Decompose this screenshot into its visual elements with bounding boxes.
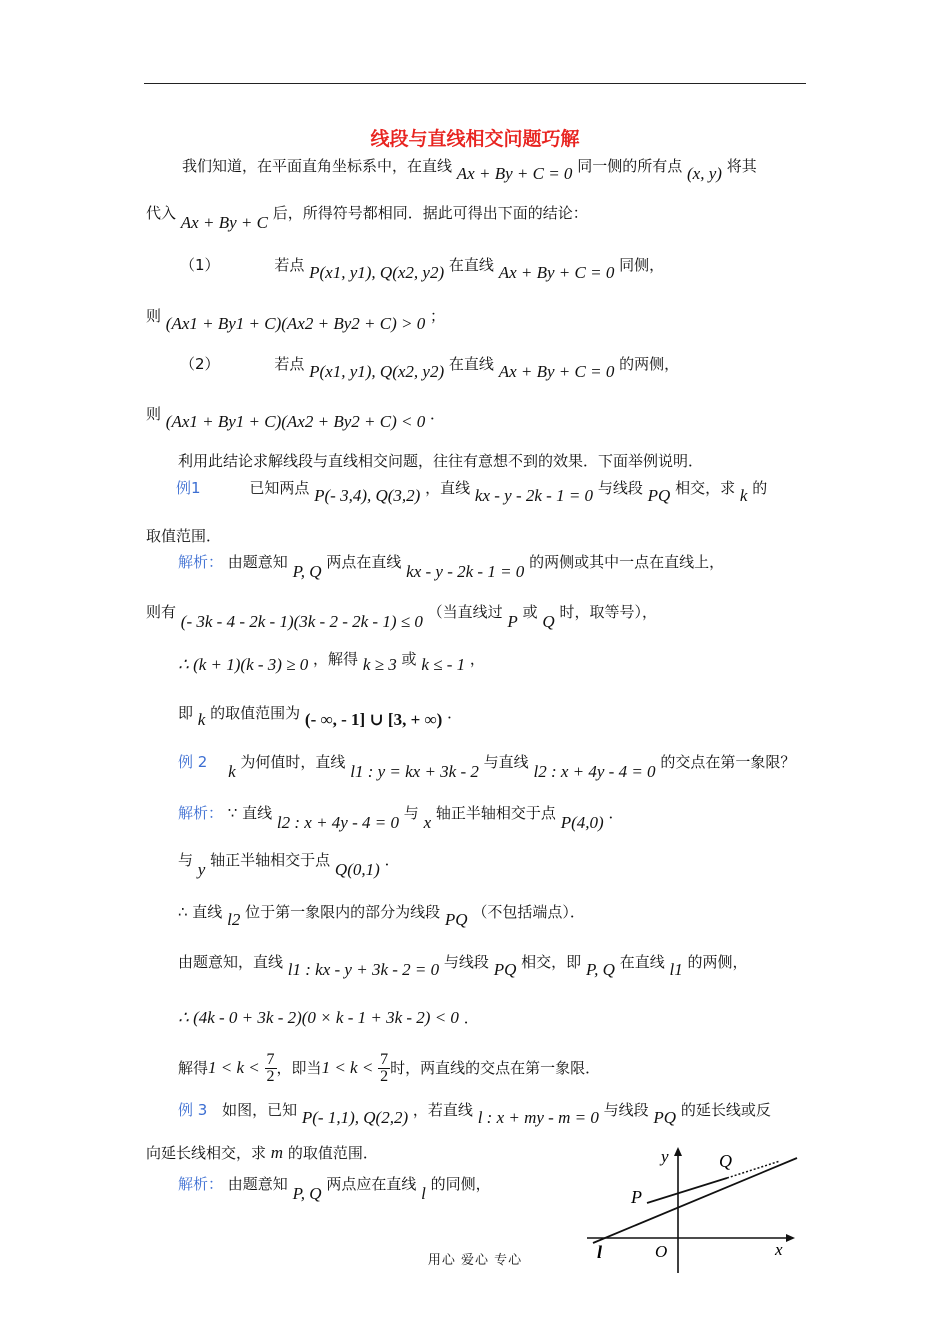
rule1-line xyxy=(180,255,665,282)
math-var: l xyxy=(421,1184,426,1203)
math-var: k xyxy=(739,486,748,505)
text: ． xyxy=(429,405,445,423)
fraction xyxy=(265,1052,277,1085)
text: 则 xyxy=(146,307,162,325)
rule-number: （2） xyxy=(180,355,220,373)
ex2-solution-3 xyxy=(178,902,585,929)
text: ∴ 直线 xyxy=(178,903,223,921)
math-expr: Ax + By + C xyxy=(180,213,268,232)
math-seg: PQ xyxy=(493,960,517,979)
label-l: l xyxy=(597,1242,603,1262)
text: 后，所得符号都相同．据此可得出下面的结论： xyxy=(272,204,588,222)
solution-label: 解析： xyxy=(178,553,224,571)
fraction-numerator: 7 xyxy=(266,1051,275,1068)
text: 相交，求 xyxy=(675,479,736,497)
page-footer: 用心 爱心 专心 xyxy=(427,1253,523,1268)
text: 与 xyxy=(178,851,194,869)
text: 的两侧或其中一点在直线上， xyxy=(529,553,725,571)
ex2-solution-1 xyxy=(178,803,624,832)
text: 与 xyxy=(403,804,419,822)
math-point: P(4,0) xyxy=(560,813,604,832)
math-line-eq: l1 : kx - y + 3k - 2 = 0 xyxy=(287,960,440,979)
text: 或 xyxy=(401,650,417,668)
text: （当直线过 xyxy=(427,603,503,621)
math-inequality: ∴ (4k - 0 + 3k - 2)(0 × k - 1 + 3k - 2) < 0 xyxy=(178,1008,459,1027)
label-p: P xyxy=(631,1187,642,1207)
ex3-statement xyxy=(178,1100,771,1127)
text: 两点应在直线 xyxy=(326,1175,417,1193)
fraction-denominator: 2 xyxy=(380,1068,389,1085)
math-inequality: 1 < k < xyxy=(321,1058,374,1077)
text: ，即当 xyxy=(276,1059,322,1077)
text: 由题意知，直线 xyxy=(178,953,284,971)
rule2-conclusion xyxy=(146,404,445,431)
text: 与线段 xyxy=(597,479,643,497)
rule1-conclusion xyxy=(146,306,445,333)
math-points: P, Q xyxy=(292,1184,322,1203)
text: 与线段 xyxy=(603,1101,649,1119)
math-seg: PQ xyxy=(444,910,468,929)
intro-line-2 xyxy=(146,203,588,232)
ex1-statement xyxy=(176,478,768,505)
math-points: P(x1, y1), Q(x2, y2) xyxy=(309,263,445,282)
ex1-solution-2 xyxy=(146,602,657,631)
text: 同一侧的所有点 xyxy=(577,157,683,175)
text: ； xyxy=(429,307,445,325)
usage-line: 利用此结论求解线段与直线相交问题，往往有意想不到的效果．下面举例说明． xyxy=(178,452,704,470)
math-points: P(- 3,4), Q(3,2) xyxy=(314,486,421,505)
math-line-eq: l1 : y = kx + 3k - 2 xyxy=(350,762,479,781)
text: 的两侧， xyxy=(619,355,680,373)
label-x: x xyxy=(775,1240,783,1259)
text: 轴正半轴相交于点 xyxy=(435,804,556,822)
math-var: y xyxy=(197,860,206,879)
segment-pq xyxy=(647,1178,727,1203)
ex3-statement-2 xyxy=(146,1143,378,1163)
rule2-line xyxy=(180,354,680,381)
text: 若点 xyxy=(274,256,305,274)
text: 即 xyxy=(178,704,194,722)
text: 向延长线相交，求 xyxy=(146,1144,267,1162)
text: 已知两点 xyxy=(249,479,310,497)
label-q: Q xyxy=(719,1151,732,1171)
math-var: k xyxy=(197,710,206,729)
solution-label: 解析： xyxy=(178,804,224,822)
text: 我们知道，在平面直角坐标系中，在直线 xyxy=(182,157,453,175)
math-inequality: k ≥ 3 xyxy=(362,655,397,674)
text: ． xyxy=(447,704,463,722)
text: ． xyxy=(463,1009,479,1027)
math-inequality: ∴ (k + 1)(k - 3) ≥ 0 xyxy=(178,655,309,674)
text: 代入 xyxy=(146,204,177,222)
text: 时，两直线的交点在第一象限． xyxy=(390,1059,601,1077)
text: 的取值范围为 xyxy=(210,704,301,722)
text: 在直线 xyxy=(619,953,665,971)
fraction xyxy=(378,1052,390,1085)
ex2-solution-6 xyxy=(178,1048,600,1088)
math-line-eq: Ax + By + C = 0 xyxy=(498,362,615,381)
text: 同侧， xyxy=(619,256,665,274)
text: 解得 xyxy=(178,1059,209,1077)
text: ． xyxy=(608,804,624,822)
math-var: l1 xyxy=(669,960,683,979)
math-range: (- ∞, - 1] ∪ [3, + ∞) xyxy=(304,710,443,729)
text: 的交点在第一象限？ xyxy=(660,753,796,771)
text: 由题意知 xyxy=(227,1175,288,1193)
text: 位于第一象限内的部分为线段 xyxy=(245,903,441,921)
math-var: l2 xyxy=(227,910,241,929)
fraction-denominator: 2 xyxy=(266,1068,275,1085)
math-points: P, Q xyxy=(292,562,322,581)
math-point: Q(0,1) xyxy=(334,860,380,879)
text: ，若直线 xyxy=(412,1101,473,1119)
text: 在直线 xyxy=(448,256,494,274)
ex1-statement-2: 取值范围． xyxy=(146,527,222,545)
math-line-eq: Ax + By + C = 0 xyxy=(456,164,573,183)
text: 相交，即 xyxy=(521,953,582,971)
y-axis-arrow xyxy=(674,1147,682,1156)
text: 在直线 xyxy=(448,355,494,373)
rule-number: （1） xyxy=(180,256,220,274)
math-var: x xyxy=(423,813,432,832)
text: （不包括端点）． xyxy=(472,903,585,921)
math-line-eq: Ax + By + C = 0 xyxy=(498,263,615,282)
x-axis-arrow xyxy=(786,1234,795,1242)
text: 若点 xyxy=(274,355,305,373)
text: 时，取等号）， xyxy=(559,603,657,621)
ex1-solution-3 xyxy=(178,650,485,675)
text: ∵ 直线 xyxy=(227,804,273,822)
text: 的取值范围． xyxy=(287,1144,378,1162)
ex1-solution-1 xyxy=(178,552,725,581)
solution-label: 解析： xyxy=(178,1175,224,1193)
text: 的延长线或反 xyxy=(680,1101,771,1119)
text: ，解得 xyxy=(313,650,359,668)
text: 两点在直线 xyxy=(326,553,402,571)
text: 轴正半轴相交于点 xyxy=(210,851,331,869)
label-y: y xyxy=(661,1147,669,1166)
ex2-solution-5 xyxy=(178,1008,479,1028)
fraction-numerator: 7 xyxy=(380,1051,389,1068)
text: 为何值时，直线 xyxy=(240,753,346,771)
text: 与线段 xyxy=(443,953,489,971)
ex2-solution-2 xyxy=(178,850,400,879)
text: 如图，已知 xyxy=(222,1101,298,1119)
math-var: k xyxy=(228,762,236,781)
ex3-solution-1 xyxy=(178,1174,491,1203)
math-points: P, Q xyxy=(585,960,615,979)
label-o: O xyxy=(655,1242,668,1261)
math-inequality: (Ax1 + By1 + C)(Ax2 + By2 + C) > 0 xyxy=(165,314,426,333)
page-title: 线段与直线相交问题巧解 xyxy=(370,128,580,150)
math-line-eq: l : x + my - m = 0 xyxy=(477,1108,599,1127)
math-points: P(- 1,1), Q(2,2) xyxy=(301,1108,409,1127)
line-l xyxy=(593,1158,797,1243)
text: ， xyxy=(469,650,485,668)
text: ，直线 xyxy=(425,479,471,497)
text: 的 xyxy=(752,479,768,497)
text: 由题意知 xyxy=(227,553,288,571)
math-seg: PQ xyxy=(647,486,671,505)
math-inequality: (Ax1 + By1 + C)(Ax2 + By2 + C) < 0 xyxy=(165,412,426,431)
math-seg: PQ xyxy=(653,1108,677,1127)
ex1-solution-4 xyxy=(178,703,463,729)
text: 将其 xyxy=(726,157,757,175)
intro-line-1 xyxy=(182,156,757,183)
math-inequality: (- 3k - 4 - 2k - 1)(3k - 2 - 2k - 1) ≤ 0 xyxy=(180,612,423,631)
math-var: P xyxy=(507,612,518,631)
math-inequality: k ≤ - 1 xyxy=(421,655,466,674)
text: 则有 xyxy=(146,603,177,621)
math-var: Q xyxy=(542,612,555,631)
math-line-eq: kx - y - 2k - 1 = 0 xyxy=(406,562,525,581)
example-label: 例 3 xyxy=(178,1101,208,1119)
math-point: (x, y) xyxy=(687,164,722,183)
header-rule xyxy=(144,83,806,84)
text: 与直线 xyxy=(483,753,529,771)
text: 的两侧， xyxy=(687,953,748,971)
math-line-eq: kx - y - 2k - 1 = 0 xyxy=(474,486,594,505)
math-points: P(x1, y1), Q(x2, y2) xyxy=(309,362,445,381)
math-line-eq: l2 : x + 4y - 4 = 0 xyxy=(533,762,656,781)
example-label: 例 2 xyxy=(178,753,208,771)
text: ． xyxy=(384,851,400,869)
ex2-solution-4 xyxy=(178,952,748,979)
math-inequality: 1 < k < xyxy=(208,1058,260,1077)
text: 则 xyxy=(146,405,162,423)
example-label: 例1 xyxy=(176,479,201,497)
text: 或 xyxy=(522,603,538,621)
ex2-statement xyxy=(178,752,796,781)
text: 的同侧， xyxy=(430,1175,491,1193)
math-var: m xyxy=(270,1143,284,1162)
math-line-eq: l2 : x + 4y - 4 = 0 xyxy=(276,813,399,832)
